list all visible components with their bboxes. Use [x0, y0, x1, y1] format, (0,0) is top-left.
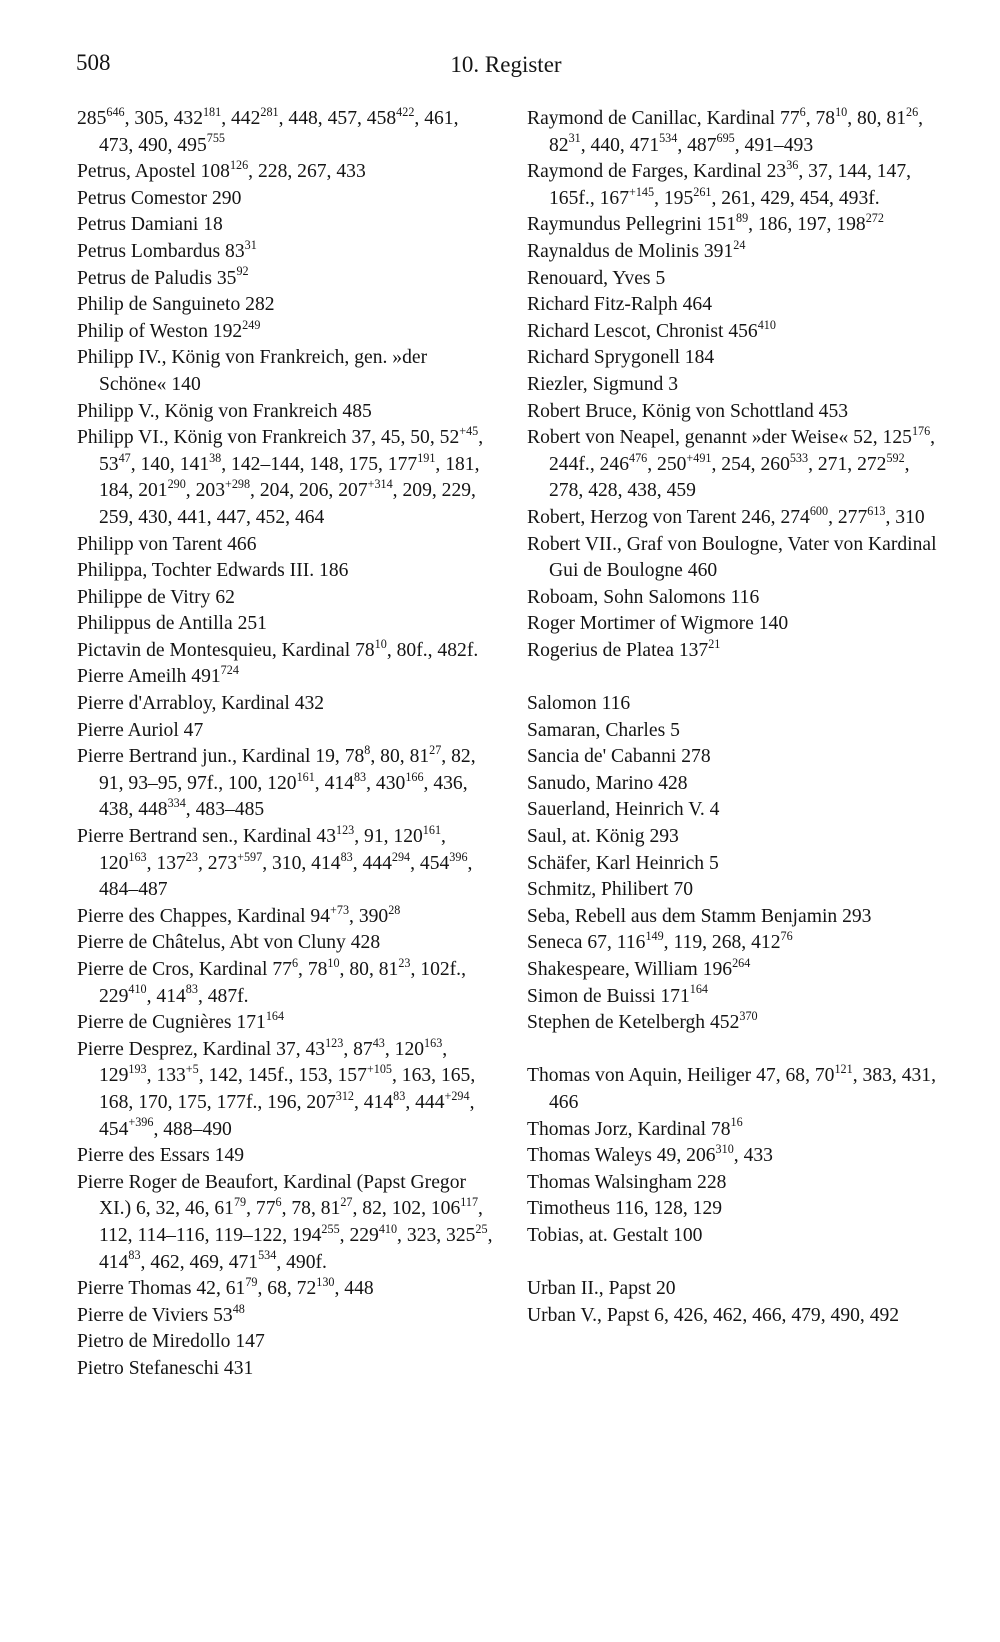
- index-entry: Riezler, Sigmund 3: [527, 373, 679, 395]
- index-entry: Pierre Bertrand jun., Kardinal 19, $78^8$, 80, $81^{27}$, 82, 91, 93–95, 97f., 100, $120^{161}$, $414^{83}$, $430^{166}$, 436, 438, $448^{334}$, 483–485: [77, 743, 476, 821]
- index-entry: Urban II., Papst 20: [527, 1278, 676, 1300]
- index-entry: Roboam, Sohn Salomons 116: [527, 586, 760, 608]
- index-entry: Thomas Waleys 49, $206^{310}$, 433: [527, 1142, 773, 1167]
- index-entry: Pierre de Cros, Kardinal $77^6$, $78^{10}$, 80, $81^{23}$, 102f., $229^{410}$, $414^{83}$, 487f.: [77, 955, 466, 1007]
- index-entry: $285^{646}$, 305, $432^{181}$, $442^{281}$, 448, 457, $458^{422}$, 461, 473, 490, $495^{755}$: [77, 104, 459, 156]
- index-entry: Petrus Damiani 18: [77, 214, 223, 236]
- index-entry: Thomas Jorz, Kardinal $78^{16}$: [527, 1115, 743, 1140]
- index-entry: Stephen de Ketelbergh $452^{370}$: [527, 1009, 758, 1034]
- index-entry: Pierre Bertrand sen., Kardinal $43^{123}$, 91, $120^{161}$, $120^{163}$, $137^{23}$, $273^{+597}$, 310, $414^{83}$, $444^{294}$, $454^{396}$, 484–487: [77, 822, 473, 901]
- index-entry: Pietro de Miredollo 147: [77, 1331, 265, 1353]
- index-entry: Pierre d'Arrabloy, Kardinal 432: [77, 693, 325, 715]
- index-entry: Raymundus Pellegrini $151^{89}$, 186, 197, $198^{272}$: [527, 211, 884, 236]
- index-entry: Philipp VI., König von Frankreich 37, 45, 50, $52^{+45}$, $53^{47}$, 140, $141^{38}$, 142–144, 148, 175, $177^{191}$, 181, 184, $201^{290}$, $203^{+298}$, 204, 206, $207^{+314}$, 209, 229, 259, 430, 441, 447, 452, 464: [77, 424, 484, 528]
- index-entry: Robert, Herzog von Tarent 246, $274^{600}$, $277^{613}$, 310: [527, 503, 925, 528]
- index-column-left: [77, 106, 497, 1383]
- index-entry: Philipp von Tarent 466: [77, 533, 257, 555]
- index-entry: Philippe de Vitry 62: [77, 586, 235, 608]
- index-entry: Petrus, Apostel $108^{126}$, 228, 267, 433: [77, 158, 366, 183]
- index-entry: Shakespeare, William $196^{264}$: [527, 955, 751, 980]
- index-entry: Raymond de Farges, Kardinal $23^{36}$, 37, 144, 147, 165f., $167^{+145}$, $195^{261}$, 261, 429, 454, 493f.: [527, 158, 912, 209]
- running-title: 10. Register: [450, 52, 562, 77]
- index-entry: Pierre Auriol 47: [77, 719, 204, 741]
- index-entry: Pierre des Chappes, Kardinal $94^{+73}$, $390^{28}$: [77, 902, 401, 927]
- index-entry: Pierre de Cugnières $171^{164}$: [77, 1009, 285, 1034]
- index-entry: Philip of Weston $192^{249}$: [77, 317, 261, 342]
- index-entry: Philipp V., König von Frankreich 485: [77, 400, 372, 422]
- index-entry: Petrus Lombardus $83^{31}$: [77, 237, 257, 262]
- index-entry: Pierre de Viviers $53^{48}$: [77, 1301, 245, 1326]
- index-entry: Raymond de Canillac, Kardinal $77^6$, $78^{10}$, 80, $81^{26}$, $82^{31}$, 440, $471^{534}$, $487^{695}$, 491–493: [527, 104, 924, 156]
- section-gap: [527, 664, 937, 691]
- index-entry: Thomas Walsingham 228: [527, 1171, 727, 1193]
- index-entry: Pierre de Châtelus, Abt von Cluny 428: [77, 932, 381, 954]
- index-entry: Pictavin de Montesquieu, Kardinal $78^{10}$, 80f., 482f.: [77, 636, 479, 661]
- index-entry: Saul, at. König 293: [527, 826, 679, 848]
- index-entry: Raynaldus de Molinis $391^{24}$: [527, 237, 746, 262]
- index-entry: Philippus de Antilla 251: [77, 613, 267, 635]
- index-entry: Seneca 67, $116^{149}$, 119, 268, $412^{76}$: [527, 929, 793, 954]
- index-entry: Salomon 116: [527, 693, 631, 715]
- index-entry: Pierre des Essars 149: [77, 1145, 245, 1167]
- index-entry: Petrus de Paludis $35^{92}$: [77, 264, 249, 289]
- index-entry: Schäfer, Karl Heinrich 5: [527, 852, 719, 874]
- index-column-right: [527, 106, 937, 1329]
- index-entry: Richard Sprygonell 184: [527, 347, 715, 369]
- index-entry: Seba, Rebell aus dem Stamm Benjamin 293: [527, 905, 872, 927]
- index-entry: Samaran, Charles 5: [527, 719, 680, 741]
- index-entry: Robert VII., Graf von Boulogne, Vater von Kardinal Gui de Boulogne 460: [527, 533, 937, 582]
- index-entry: Tobias, at. Gestalt 100: [527, 1224, 703, 1246]
- index-entry: Richard Lescot, Chronist $456^{410}$: [527, 317, 776, 342]
- index-entry: Pietro Stefaneschi 431: [77, 1357, 254, 1379]
- index-entry: Urban V., Papst 6, 426, 462, 466, 479, 490, 492: [527, 1304, 900, 1326]
- index-entry: Sancia de' Cabanni 278: [527, 746, 711, 768]
- page-number: 508: [76, 50, 111, 75]
- index-entry: Pierre Roger de Beaufort, Kardinal (Papst Gregor XI.) 6, 32, 46, $61^{79}$, $77^6$, 78, $81^{27}$, 82, 102, $106^{117}$, 112, 114–116, 119–122, $194^{255}$, $229^{410}$, 323, $325^{25}$, $414^{83}$, 462, 469, $471^{534}$, 490f.: [77, 1171, 493, 1273]
- page-header: [76, 50, 936, 86]
- index-entry: Pierre Thomas 42, $61^{79}$, 68, $72^{130}$, 448: [77, 1275, 374, 1300]
- index-entry: Pierre Desprez, Kardinal 37, $43^{123}$, $87^{43}$, $120^{163}$, $129^{193}$, $133^{+5}$, 142, 145f., 153, $157^{+105}$, 163, 165, 168, 170, 175, 177f., 196, $207^{312}$, $414^{83}$, $444^{+294}$, $454^{+396}$, 488–490: [77, 1035, 476, 1140]
- index-entry: Petrus Comestor 290: [77, 187, 242, 209]
- index-entry: Pierre Ameilh $491^{724}$: [77, 663, 239, 688]
- index-entry: Roger Mortimer of Wigmore 140: [527, 613, 789, 635]
- index-entry: Thomas von Aquin, Heiliger 47, 68, $70^{121}$, 383, 431, 466: [527, 1062, 936, 1113]
- index-entry: Sauerland, Heinrich V. 4: [527, 799, 720, 821]
- index-entry: Timotheus 116, 128, 129: [527, 1198, 723, 1220]
- section-gap: [527, 1037, 937, 1064]
- index-entry: Richard Fitz-Ralph 464: [527, 294, 713, 316]
- index-entry: Schmitz, Philibert 70: [527, 879, 693, 901]
- index-entry: Simon de Buissi $171^{164}$: [527, 982, 708, 1007]
- index-entry: Philipp IV., König von Frankreich, gen. »der Schöne« 140: [77, 347, 428, 395]
- index-entry: Rogerius de Platea $137^{21}$: [527, 636, 721, 661]
- index-entry: Philippa, Tochter Edwards III. 186: [77, 560, 349, 582]
- index-entry: Robert Bruce, König von Schottland 453: [527, 400, 849, 422]
- index-entry: Renouard, Yves 5: [527, 267, 666, 289]
- index-entry: Philip de Sanguineto 282: [77, 294, 275, 316]
- section-gap: [527, 1250, 937, 1277]
- index-entry: Sanudo, Marino 428: [527, 772, 688, 794]
- index-entry: Robert von Neapel, genannt »der Weise« 52, $125^{176}$, 244f., $246^{476}$, $250^{+491}$, 254, $260^{533}$, 271, $272^{592}$, 278, 428, 438, 459: [527, 424, 936, 502]
